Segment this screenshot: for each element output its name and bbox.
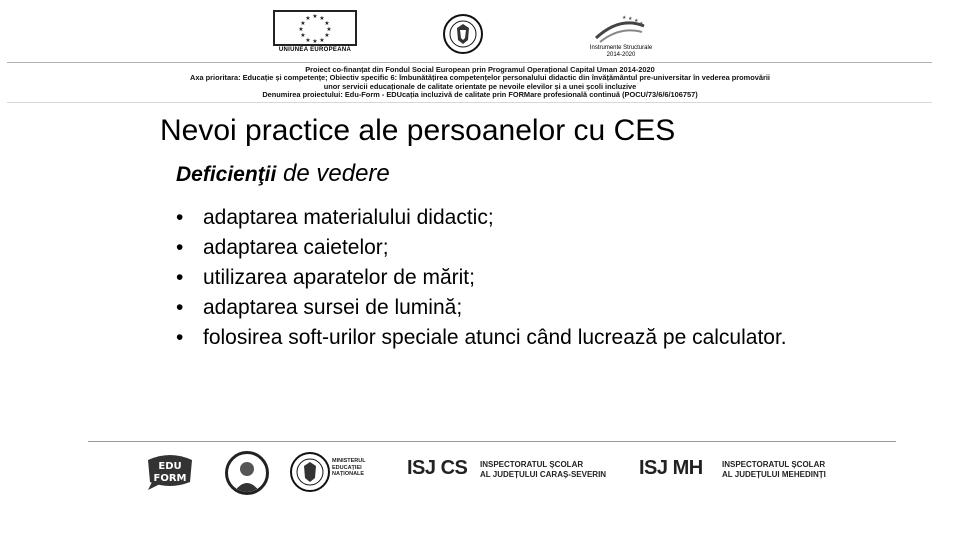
portrait-medallion xyxy=(225,451,269,495)
isj-mh-name xyxy=(722,460,826,479)
project-info-line: Proiect co-finanțat din Fondul Social European prin Programul Operațional Capital Uman 2014-2020 xyxy=(305,66,655,74)
isj-mh-line: AL JUDEȚULUI MEHEDINȚI xyxy=(722,469,826,479)
svg-text:★: ★ xyxy=(639,21,644,27)
svg-text:★: ★ xyxy=(300,20,306,27)
list-item xyxy=(176,263,796,293)
isj-cs-line: INSPECTORATUL ȘCOLAR xyxy=(480,460,584,469)
isj-cs-name xyxy=(480,460,606,479)
header-divider-top xyxy=(7,62,932,63)
footer-divider xyxy=(88,441,896,442)
svg-text:★: ★ xyxy=(319,15,325,22)
bullet-marker: • xyxy=(176,326,184,349)
ministry-name xyxy=(332,458,402,478)
ministry-line: NAȚIONALE xyxy=(332,471,365,477)
svg-text:★: ★ xyxy=(634,18,639,24)
bullet-marker: • xyxy=(176,206,184,229)
bullet-list xyxy=(176,203,796,353)
eduform-text-edu: EDU xyxy=(158,461,182,472)
list-item-text: adaptarea caietelor; xyxy=(203,236,389,259)
svg-text:★: ★ xyxy=(622,15,627,21)
svg-text:★: ★ xyxy=(312,38,318,44)
slide-title: Nevoi practice ale persoanelor cu CES xyxy=(160,114,676,147)
svg-text:★: ★ xyxy=(312,13,318,20)
eu-caption: UNIUNEA EUROPEANĂ xyxy=(278,47,352,53)
list-item-text: utilizarea aparatelor de mărit; xyxy=(203,266,475,289)
svg-text:★: ★ xyxy=(326,26,332,33)
isj-cs-line: AL JUDEȚULUI CARAȘ-SEVERIN xyxy=(480,469,607,479)
bullet-marker: • xyxy=(176,236,184,259)
slide-subtitle xyxy=(176,160,390,188)
svg-text:★: ★ xyxy=(305,15,311,22)
is-caption-line-2: 2014-2020 xyxy=(606,52,636,58)
footer-logos xyxy=(0,448,960,496)
svg-text:★: ★ xyxy=(300,32,306,39)
ministry-line: MINISTERUL xyxy=(332,458,366,464)
isj-mh-line: INSPECTORATUL ȘCOLAR xyxy=(722,460,826,469)
instrumente-structurale-logo xyxy=(590,12,650,48)
project-info-line: Denumirea proiectului: Edu-Form - EDUcația incluzivă de calitate prin FORMare profesională continuă (POCU/73/6/6/106757) xyxy=(262,91,698,100)
isj-mh-logo: ISJ MH xyxy=(639,457,703,479)
project-info xyxy=(60,66,900,100)
eu-flag-logo xyxy=(273,10,357,46)
romanian-government-seal xyxy=(443,14,483,54)
bullet-marker: • xyxy=(176,296,184,319)
project-info-line: Axa prioritara: Educație și competențe; Obiectiv specific 6: Îmbunătățirea competențelor personalului didactic din învățământul pre-universitar în vederea promovării xyxy=(190,74,770,83)
ministry-line: EDUCAȚIEI xyxy=(332,464,362,471)
svg-text:★: ★ xyxy=(305,37,311,44)
list-item-text: adaptarea materialului didactic; xyxy=(203,206,494,229)
header-divider-bottom xyxy=(7,102,932,103)
svg-text:★: ★ xyxy=(324,32,330,39)
list-item xyxy=(176,293,796,323)
subtitle-deficientii: Deficienţii xyxy=(176,163,277,186)
svg-text:★: ★ xyxy=(319,37,325,44)
svg-text:★: ★ xyxy=(628,16,633,22)
is-caption-line-1: Instrumente Structurale xyxy=(589,45,653,51)
eduform-logo xyxy=(144,452,196,492)
project-info-line: unor servicii educaționale de calitate orientate pe nevoile elevilor și a unei școli incluzive xyxy=(323,82,637,91)
header-logos xyxy=(0,6,960,58)
ministry-seal xyxy=(290,452,330,492)
subtitle-de-vedere: de vedere xyxy=(276,160,390,187)
svg-text:★: ★ xyxy=(324,20,330,27)
instrumente-structurale-caption xyxy=(576,45,666,59)
list-item xyxy=(176,233,796,263)
bullet-marker: • xyxy=(176,266,184,289)
list-item-text: adaptarea sursei de lumină; xyxy=(203,296,463,319)
eduform-text-form: FORM xyxy=(153,473,187,484)
list-item-text: folosirea soft-urilor speciale atunci când lucrează pe calculator. xyxy=(203,326,787,349)
list-item xyxy=(176,323,796,353)
svg-text:★: ★ xyxy=(298,26,304,33)
isj-cs-logo: ISJ CS xyxy=(407,457,468,479)
list-item xyxy=(176,203,796,233)
